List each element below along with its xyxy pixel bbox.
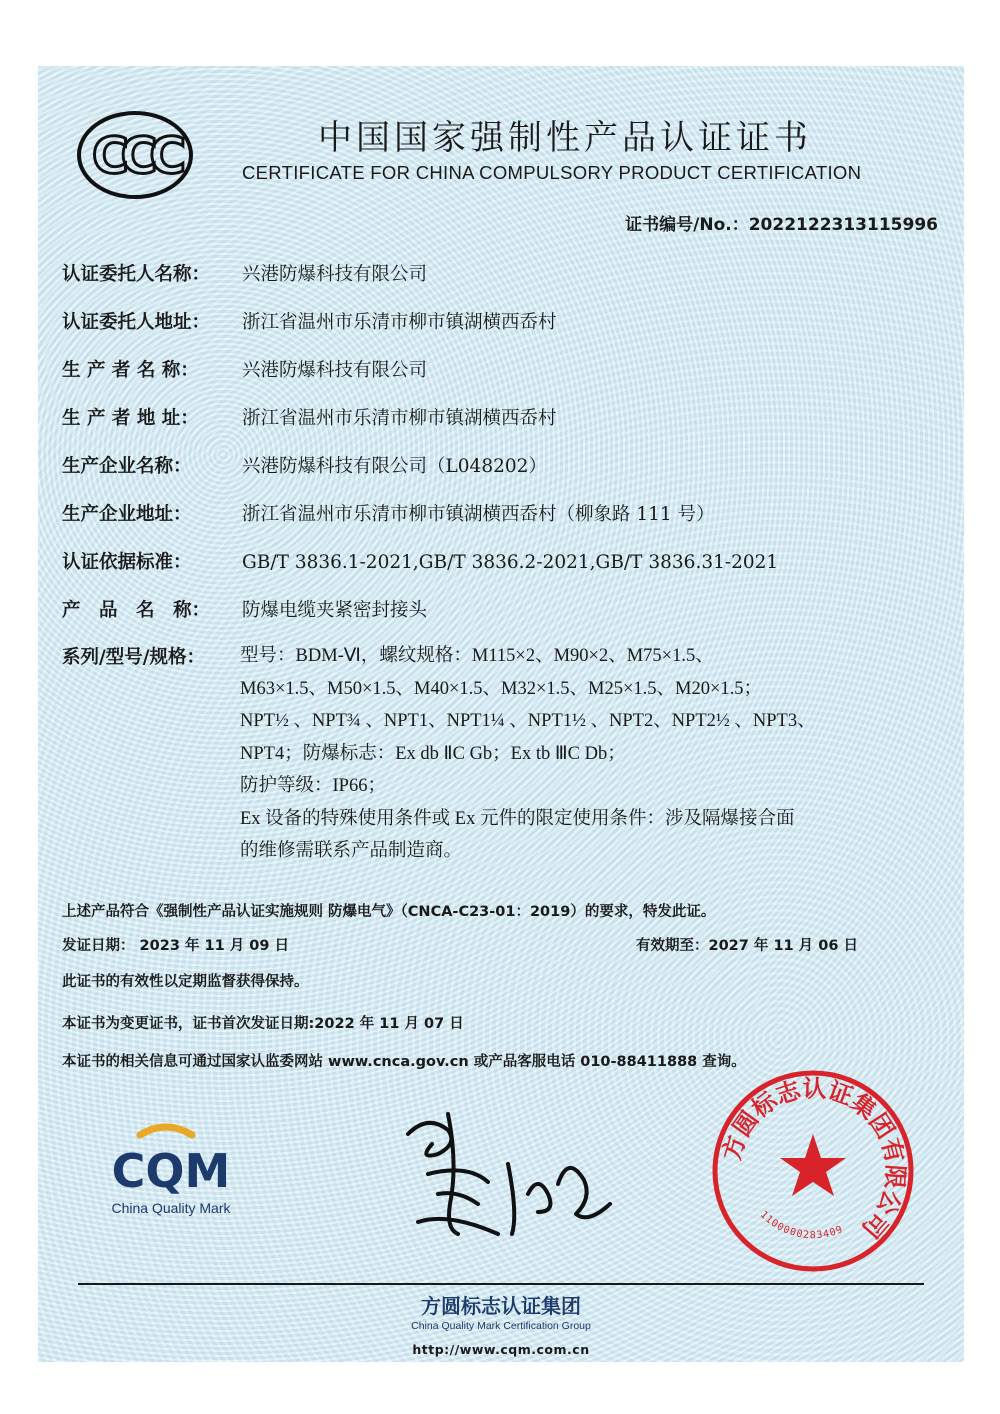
field-applicant-address <box>62 308 557 334</box>
company-seal-icon <box>708 1066 918 1276</box>
ccc-logo-text: CCC <box>91 127 179 185</box>
signature-image <box>388 1094 618 1244</box>
field-factory-name <box>62 452 547 478</box>
field-standards <box>62 548 778 574</box>
validity-statement: 此证书的有效性以定期监督获得保持。 <box>62 974 309 990</box>
spec-line: 防护等级：IP66； <box>240 776 386 796</box>
field-factory-address <box>62 500 715 526</box>
spec-line: Ex 设备的特殊使用条件或 Ex 元件的限定使用条件：涉及隔爆接合面 <box>240 808 795 829</box>
footer-divider <box>78 1283 924 1285</box>
certificate-sheet <box>38 66 964 1362</box>
spec-label: 系列/型号/规格： <box>62 647 206 668</box>
cqm-logo-icon <box>86 1121 256 1221</box>
title-chinese: 中国国家强制性产品认证证书 <box>318 118 812 158</box>
cqm-mark: CQM <box>111 1144 231 1198</box>
spec-line: M63×1.5、M50×1.5、M40×1.5、M32×1.5、M25×1.5、M20×1.5； <box>240 678 763 699</box>
field-label: 产 品 名 称： <box>62 600 211 621</box>
change-statement: 本证书为变更证书，证书首次发证日期:2022 年 11 月 07 日 <box>62 1016 464 1032</box>
field-label: 认证委托人地址： <box>62 312 211 333</box>
footer-url[interactable]: http://www.cqm.com.cn <box>412 1342 590 1357</box>
footer-org-chinese: 方圆标志认证集团 <box>421 1294 581 1318</box>
field-label: 认证委托人名称： <box>62 264 211 285</box>
spec-line: 的维修需联系产品制造商。 <box>240 841 463 861</box>
field-applicant-name <box>62 260 427 286</box>
field-manufacturer-name <box>62 356 427 382</box>
field-value: 浙江省温州市乐清市柳市镇湖横西岙村 <box>242 408 557 429</box>
cqm-subtitle: China Quality Mark <box>111 1200 231 1216</box>
seal-number: 1100000283409 <box>757 1209 846 1242</box>
field-label: 认证依据标准： <box>62 552 192 573</box>
spec-line: NPT4；防爆标志：Ex db ⅡC Gb；Ex tb ⅢC Db； <box>240 743 626 764</box>
info-statement: 本证书的相关信息可通过国家认监委网站 www.cnca.gov.cn 或产品客服电话 010-88411888 查询。 <box>62 1054 746 1070</box>
field-value: 浙江省温州市乐清市柳市镇湖横西岙村 <box>242 312 557 333</box>
field-value: 防爆电缆夹紧密封接头 <box>242 600 428 621</box>
footer-org-english: China Quality Mark Certification Group <box>411 1320 591 1332</box>
svg-text:1100000283409 <box>758 1209 845 1241</box>
field-label: 生 产 者 名 称： <box>62 360 199 381</box>
ccc-logo-icon <box>76 110 194 200</box>
field-value: GB/T 3836.1-2021,GB/T 3836.2-2021,GB/T 3836.31-2021 <box>242 552 779 573</box>
title-english: CERTIFICATE FOR CHINA COMPULSORY PRODUCT CERTIFICATION <box>242 162 862 183</box>
field-label: 生产企业地址： <box>62 504 192 525</box>
field-label: 生产企业名称： <box>62 456 192 477</box>
expiry-date: 有效期至：2027 年 11 月 06 日 <box>636 938 858 954</box>
field-value: 兴港防爆科技有限公司 <box>242 264 428 285</box>
issue-date: 发证日期： 2023 年 11 月 09 日 <box>62 938 290 954</box>
field-product-name <box>62 596 427 622</box>
field-value: 兴港防爆科技有限公司 <box>242 360 428 381</box>
field-label: 生 产 者 地 址： <box>62 408 199 429</box>
field-value: 兴港防爆科技有限公司（L048202） <box>242 456 547 477</box>
spec-lines <box>240 640 952 868</box>
field-value: 浙江省温州市乐清市柳市镇湖横西岙村（柳象路 111 号） <box>242 504 715 525</box>
field-manufacturer-address <box>62 404 557 430</box>
spec-line: NPT½ 、NPT¾ 、NPT1、NPT1¼ 、NPT1½ 、NPT2、NPT2½ 、NPT3、 <box>240 711 816 731</box>
certificate-number: 证书编号/No.：2022122313115996 <box>625 215 938 235</box>
spec-line: 型号：BDM-Ⅵ，螺纹规格：M115×2、M90×2、M75×1.5、 <box>240 646 714 666</box>
conformity-statement: 上述产品符合《强制性产品认证实施规则 防爆电气》（CNCA-C23-01：2019）的要求，特发此证。 <box>62 904 716 920</box>
seal-ring-text: 方圆标志认证集团有限公司 <box>717 1074 910 1244</box>
